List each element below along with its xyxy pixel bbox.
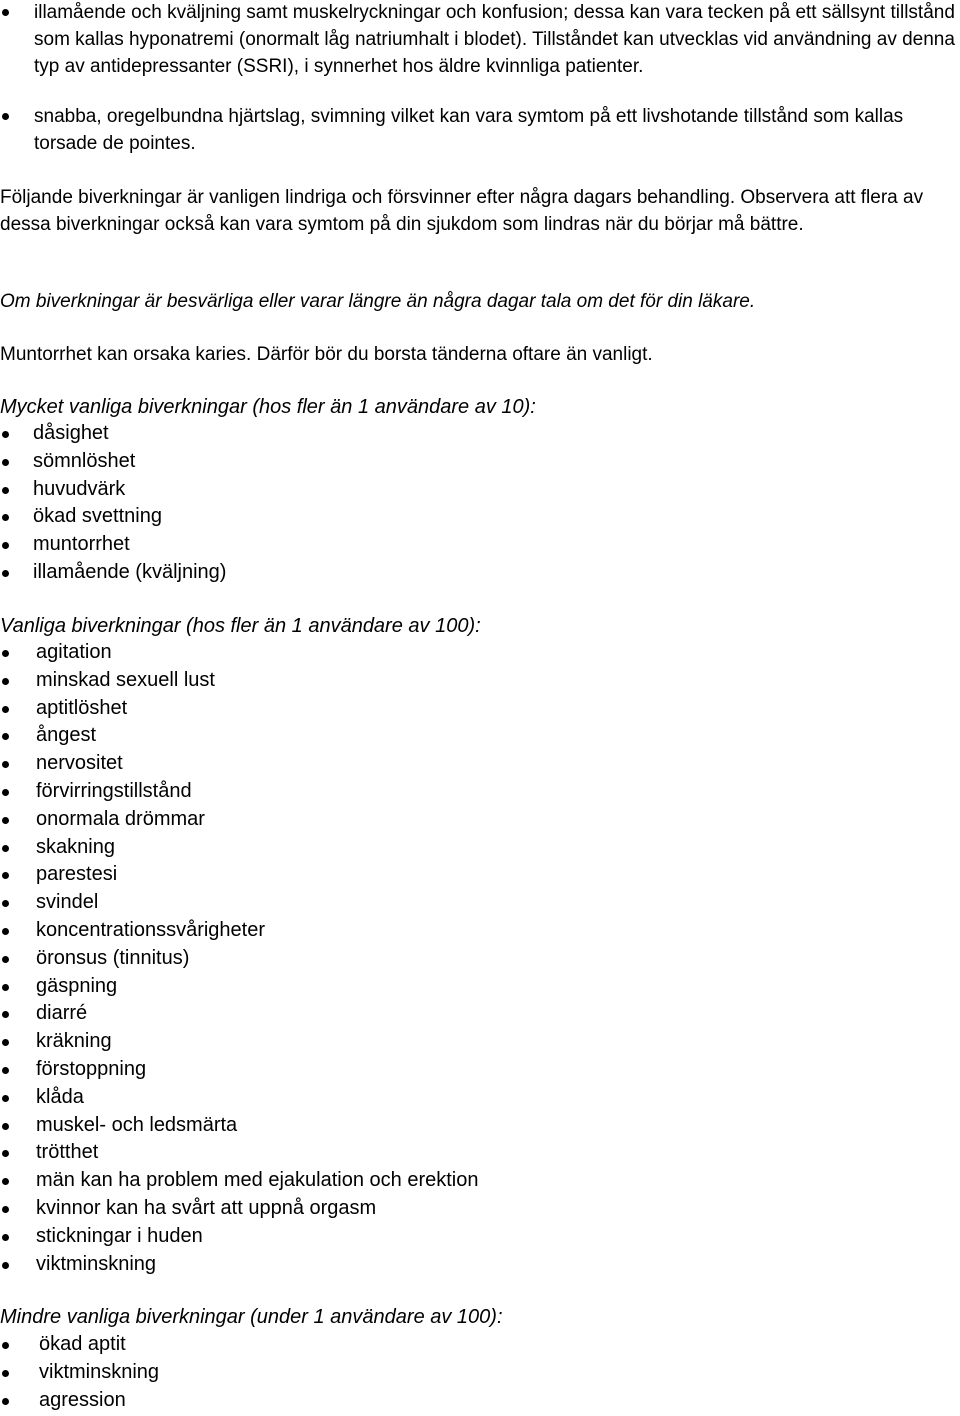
- bullet-icon: [2, 1178, 9, 1185]
- list-item-text: koncentrationssvårigheter: [36, 918, 266, 941]
- list-item: [0, 448, 700, 476]
- list-item-text: onormala drömmar: [36, 807, 205, 830]
- bullet-icon: [2, 1039, 9, 1046]
- bullet-icon: [2, 570, 9, 577]
- list-item-text: illamående och kväljning samt muskelryckningar och konfusion; dessa kan vara tecken på ett sällsynt tillstånd som kallas hyponatremi (onormalt låg natriumhalt i blodet). Tillståndet kan utvecklas vid användning av denna typ av antidepressanter (SSRI), i synnerhet hos äldre kvinnliga patienter.: [34, 2, 955, 77]
- list-item: [0, 1251, 700, 1279]
- list-item: [0, 667, 700, 695]
- bullet-icon: [2, 650, 9, 657]
- bullet-icon: [2, 1011, 9, 1018]
- list-item: [0, 1167, 700, 1195]
- list-item: [0, 559, 700, 587]
- bullet-icon: [2, 1398, 9, 1405]
- list-item-text: illamående (kväljning): [33, 560, 227, 583]
- list-item-text: kräkning: [36, 1030, 112, 1053]
- bullet-icon: [2, 1370, 9, 1377]
- list-item-text: stickningar i huden: [36, 1224, 203, 1247]
- list-item: [0, 1387, 700, 1415]
- list-item: [0, 0, 960, 80]
- bullet-icon: [2, 113, 9, 120]
- list-item-text: sömnlöshet: [33, 449, 136, 472]
- list-item: [0, 503, 700, 531]
- list-item-text: viktminskning: [36, 1252, 157, 1275]
- bullet-icon: [2, 761, 9, 768]
- bullet-icon: [2, 1206, 9, 1213]
- list-item: [0, 531, 700, 559]
- bullet-icon: [2, 956, 9, 963]
- list-item: [0, 1139, 700, 1167]
- list-item: [0, 1331, 700, 1359]
- list-item-text: diarré: [36, 1002, 88, 1025]
- list-item-text: skakning: [36, 835, 115, 858]
- bullet-icon: [2, 928, 9, 935]
- list-item: [0, 1195, 700, 1223]
- list-item: [0, 861, 700, 889]
- bullet-icon: [2, 1123, 9, 1130]
- list-item-text: förvirringstillstånd: [36, 779, 192, 802]
- list-item: [0, 722, 700, 750]
- common-list: [0, 639, 700, 1278]
- heading-uncommon: Mindre vanliga biverkningar (under 1 användare av 100):: [0, 1306, 503, 1328]
- bullet-icon: [2, 789, 9, 796]
- list-item: [0, 420, 700, 448]
- list-item: [0, 1000, 700, 1028]
- bullet-icon: [2, 678, 9, 685]
- list-item: [0, 103, 960, 157]
- heading-very-common: Mycket vanliga biverkningar (hos fler än 1 användare av 10):: [0, 396, 536, 418]
- list-item-text: ångest: [36, 724, 97, 747]
- list-item: [0, 476, 700, 504]
- list-item: [0, 1028, 700, 1056]
- list-item-text: förstoppning: [36, 1057, 147, 1080]
- list-item-text: trötthet: [36, 1141, 99, 1164]
- bullet-icon: [2, 706, 9, 713]
- list-item-text: ökad aptit: [39, 1333, 126, 1355]
- bullet-icon: [2, 514, 9, 521]
- list-item-text: agitation: [36, 641, 112, 663]
- bullet-icon: [2, 1067, 9, 1074]
- bullet-icon: [2, 984, 9, 991]
- bullet-icon: [2, 1234, 9, 1241]
- bullet-icon: [2, 431, 9, 438]
- bullet-icon: [2, 1150, 9, 1157]
- bullet-icon: [2, 845, 9, 852]
- bullet-icon: [2, 872, 9, 879]
- list-item: [0, 1084, 700, 1112]
- list-item: [0, 1112, 700, 1140]
- list-item: [0, 1223, 700, 1251]
- list-item-text: minskad sexuell lust: [36, 668, 215, 691]
- bullet-icon: [2, 733, 9, 740]
- list-item-text: aptitlöshet: [36, 696, 128, 719]
- list-item-text: öronsus (tinnitus): [36, 946, 190, 969]
- list-item-text: gäspning: [36, 974, 118, 997]
- list-item: [0, 750, 700, 778]
- bullet-icon: [2, 1262, 9, 1269]
- list-item-text: viktminskning: [39, 1360, 160, 1383]
- list-item: [0, 973, 700, 1001]
- paragraph-dry-mouth: Muntorrhet kan orsaka karies. Därför bör du borsta tänderna oftare än vanligt.: [0, 344, 653, 365]
- list-item: [0, 917, 700, 945]
- heading-common: Vanliga biverkningar (hos fler än 1 användare av 100):: [0, 615, 481, 637]
- list-item-text: snabba, oregelbundna hjärtslag, svimning vilket kan vara symtom på ett livshotande tillstånd som kallas torsade de pointes.: [34, 106, 904, 154]
- bullet-icon: [2, 817, 9, 824]
- list-item-text: agression: [39, 1388, 126, 1411]
- bullet-icon: [2, 9, 9, 16]
- uncommon-list: [0, 1331, 700, 1414]
- list-item-text: parestesi: [36, 863, 118, 886]
- list-item: [0, 889, 700, 917]
- list-item-text: nervositet: [36, 752, 123, 775]
- list-item: [0, 834, 700, 862]
- list-item-text: muskel- och ledsmärta: [36, 1113, 238, 1136]
- list-item: [0, 778, 700, 806]
- list-item: [0, 1359, 700, 1387]
- bullet-icon: [2, 900, 9, 907]
- list-item: [0, 1056, 700, 1084]
- list-item-text: kvinnor kan ha svårt att uppnå orgasm: [36, 1196, 377, 1219]
- paragraph-consult-doctor: Om biverkningar är besvärliga eller varar längre än några dagar tala om det för din läkare.: [0, 291, 756, 312]
- list-item: [0, 945, 700, 973]
- list-item-text: män kan ha problem med ejakulation och erektion: [36, 1169, 479, 1192]
- very-common-list: [0, 420, 700, 587]
- list-item-text: huvudvärk: [33, 477, 126, 500]
- bullet-icon: [2, 542, 9, 549]
- list-item-text: dåsighet: [33, 422, 109, 444]
- list-item-text: svindel: [36, 891, 99, 914]
- bullet-icon: [2, 487, 9, 494]
- list-item: [0, 639, 700, 667]
- list-item: [0, 806, 700, 834]
- list-item-text: klåda: [36, 1085, 84, 1108]
- bullet-icon: [2, 1095, 9, 1102]
- list-item-text: ökad svettning: [33, 505, 162, 528]
- bullet-icon: [2, 459, 9, 466]
- list-item-text: muntorrhet: [33, 533, 130, 556]
- bullet-icon: [2, 1342, 9, 1349]
- paragraph-mild-effects: Följande biverkningar är vanligen lindriga och försvinner efter några dagars behandling. Observera att flera av dessa biverkningar också kan vara symtom på din sjukdom som lindras när du börjar må bättre.: [0, 187, 924, 235]
- list-item: [0, 695, 700, 723]
